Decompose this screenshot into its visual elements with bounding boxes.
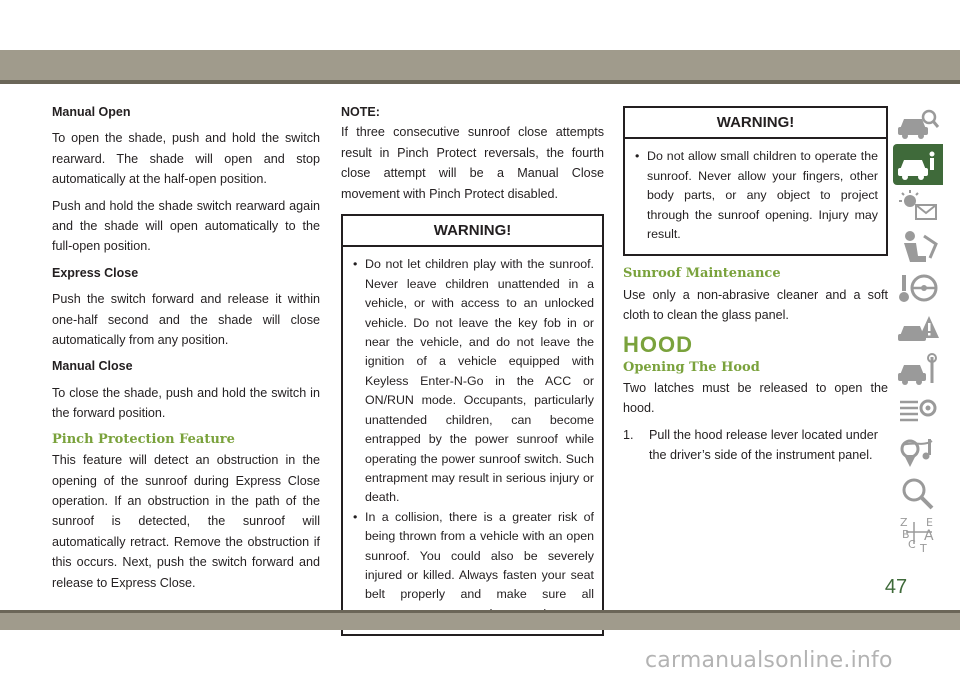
index-letter: A: [924, 527, 934, 544]
middle-column: [341, 102, 604, 636]
warning-list: [625, 139, 886, 254]
warning-item: • Do not let children play with the sunroof. Never leave children unattended in a vehicle, or with access to an unlocked vehicle. Do not leave the key fob in or near the vehicle, and do not leave the ignition of a vehicle equipped with Keyless Enter-N-Go in the ACC or ON/RUN mode. Occupants, particularly unattended children, can become entrapped by the power sunroof while operating the power sunroof switch. Such entrapment may result in serious injury or death.: [351, 255, 594, 507]
warning-light-envelope-icon: [896, 189, 940, 223]
right-column: [623, 106, 888, 466]
index-letter: C: [908, 537, 916, 551]
manual-open-heading: Manual Open: [52, 105, 131, 119]
warning-title: WARNING!: [625, 108, 886, 139]
warning-item: • Do not allow small children to operate the sunroof. Never allow your fingers, other body parts, or any object to project through the sunroof opening. Injury may result.: [633, 147, 878, 244]
tab-safety[interactable]: [893, 226, 943, 267]
manual-open-text-2: Push and hold the shade switch rearward again and the shade will open automatically to the full-open position.: [52, 198, 320, 254]
tab-in-case-of-emergency[interactable]: [893, 308, 943, 349]
gps-music-icon: [896, 435, 940, 469]
step-number: 1.: [623, 427, 634, 442]
left-column: [52, 102, 320, 599]
tab-customer-assistance[interactable]: [893, 472, 943, 513]
watermark: carmanualsonline.info: [645, 648, 893, 673]
step-text: Pull the hood release lever located under the driver’s side of the instrument panel.: [649, 427, 878, 463]
car-magnifier-icon: [896, 107, 940, 141]
note-label: NOTE:: [341, 105, 380, 119]
alphabet-index-icon: [896, 514, 940, 554]
tab-technical-specifications[interactable]: [893, 390, 943, 431]
list-gear-icon: [896, 394, 940, 428]
chapter-tabs: [893, 103, 943, 554]
opening-the-hood-heading: Opening The Hood: [623, 359, 760, 375]
tab-multimedia[interactable]: [893, 431, 943, 472]
manual-close-heading: Manual Close: [52, 359, 133, 374]
tab-introduction[interactable]: [893, 103, 943, 144]
page-number: 47: [884, 576, 908, 598]
key-steering-wheel-icon: [896, 271, 940, 305]
steps-list: [623, 425, 888, 466]
tab-servicing-and-maintenance[interactable]: [893, 349, 943, 390]
express-close-heading: Express Close: [52, 265, 139, 280]
tab-starting-and-operating[interactable]: [893, 267, 943, 308]
top-margin: [0, 0, 960, 50]
warning-title: WARNING!: [343, 216, 602, 247]
car-hazard-icon: [896, 312, 940, 346]
seated-person-icon: [896, 230, 940, 264]
warning-box-children: [341, 214, 604, 636]
tab-getting-to-know-your-vehicle[interactable]: [893, 144, 943, 185]
manual-close-text: To close the shade, push and hold the switch in the forward position.: [52, 385, 320, 421]
note-text: If three consecutive sunroof close attempts result in Pinch Protect reversals, the fourth close attempt will be a Manual Close movement with Pinch Protect disabled.: [341, 125, 604, 201]
header-rule: [0, 80, 960, 84]
tab-index[interactable]: [893, 513, 943, 554]
car-info-icon: [896, 148, 940, 182]
header-band: [0, 50, 960, 80]
sunroof-maintenance-heading: Sunroof Maintenance: [623, 266, 781, 282]
pinch-protection-heading: Pinch Protection Feature: [52, 431, 235, 447]
index-letter: B: [902, 527, 910, 541]
warning-item: • In a collision, there is a greater risk of being thrown from a vehicle with an open sunroof. You could also be severely injured or killed. Always fasten your seat belt properly and make sure all: [351, 508, 594, 624]
magnifier-icon: [896, 476, 940, 510]
warning-list: [343, 247, 602, 634]
hood-heading: HOOD: [623, 331, 693, 357]
index-letter: Z: [900, 515, 908, 529]
manual-open-text-1: To open the shade, push and hold the switch rearward. The shade will open and stop automatically at the half-open position.: [52, 131, 320, 187]
warning-box-fingers: [623, 106, 888, 256]
sunroof-maintenance-text: Use only a non-abrasive cleaner and a soft cloth to clean the glass panel.: [623, 287, 888, 323]
pinch-protection-text: This feature will detect an obstruction in the opening of the sunroof during Express Close operation. If an obstruction in the path of the sunroof is detected, the sunroof will automatically retract. Remove the obstruction if this occurs. Next, push the switch forward and release to Express Close.: [52, 453, 320, 590]
index-letter: E: [926, 515, 933, 529]
car-wrench-icon: [896, 353, 940, 387]
express-close-text: Push the switch forward and release it within one-half second and the shade will close automatically from any position.: [52, 292, 320, 348]
opening-the-hood-text: Two latches must be released to open the hood.: [623, 381, 888, 416]
tab-instrument-panel[interactable]: [893, 185, 943, 226]
index-letter: T: [920, 541, 927, 554]
footer-band: [0, 613, 960, 630]
step-item: [623, 425, 888, 466]
